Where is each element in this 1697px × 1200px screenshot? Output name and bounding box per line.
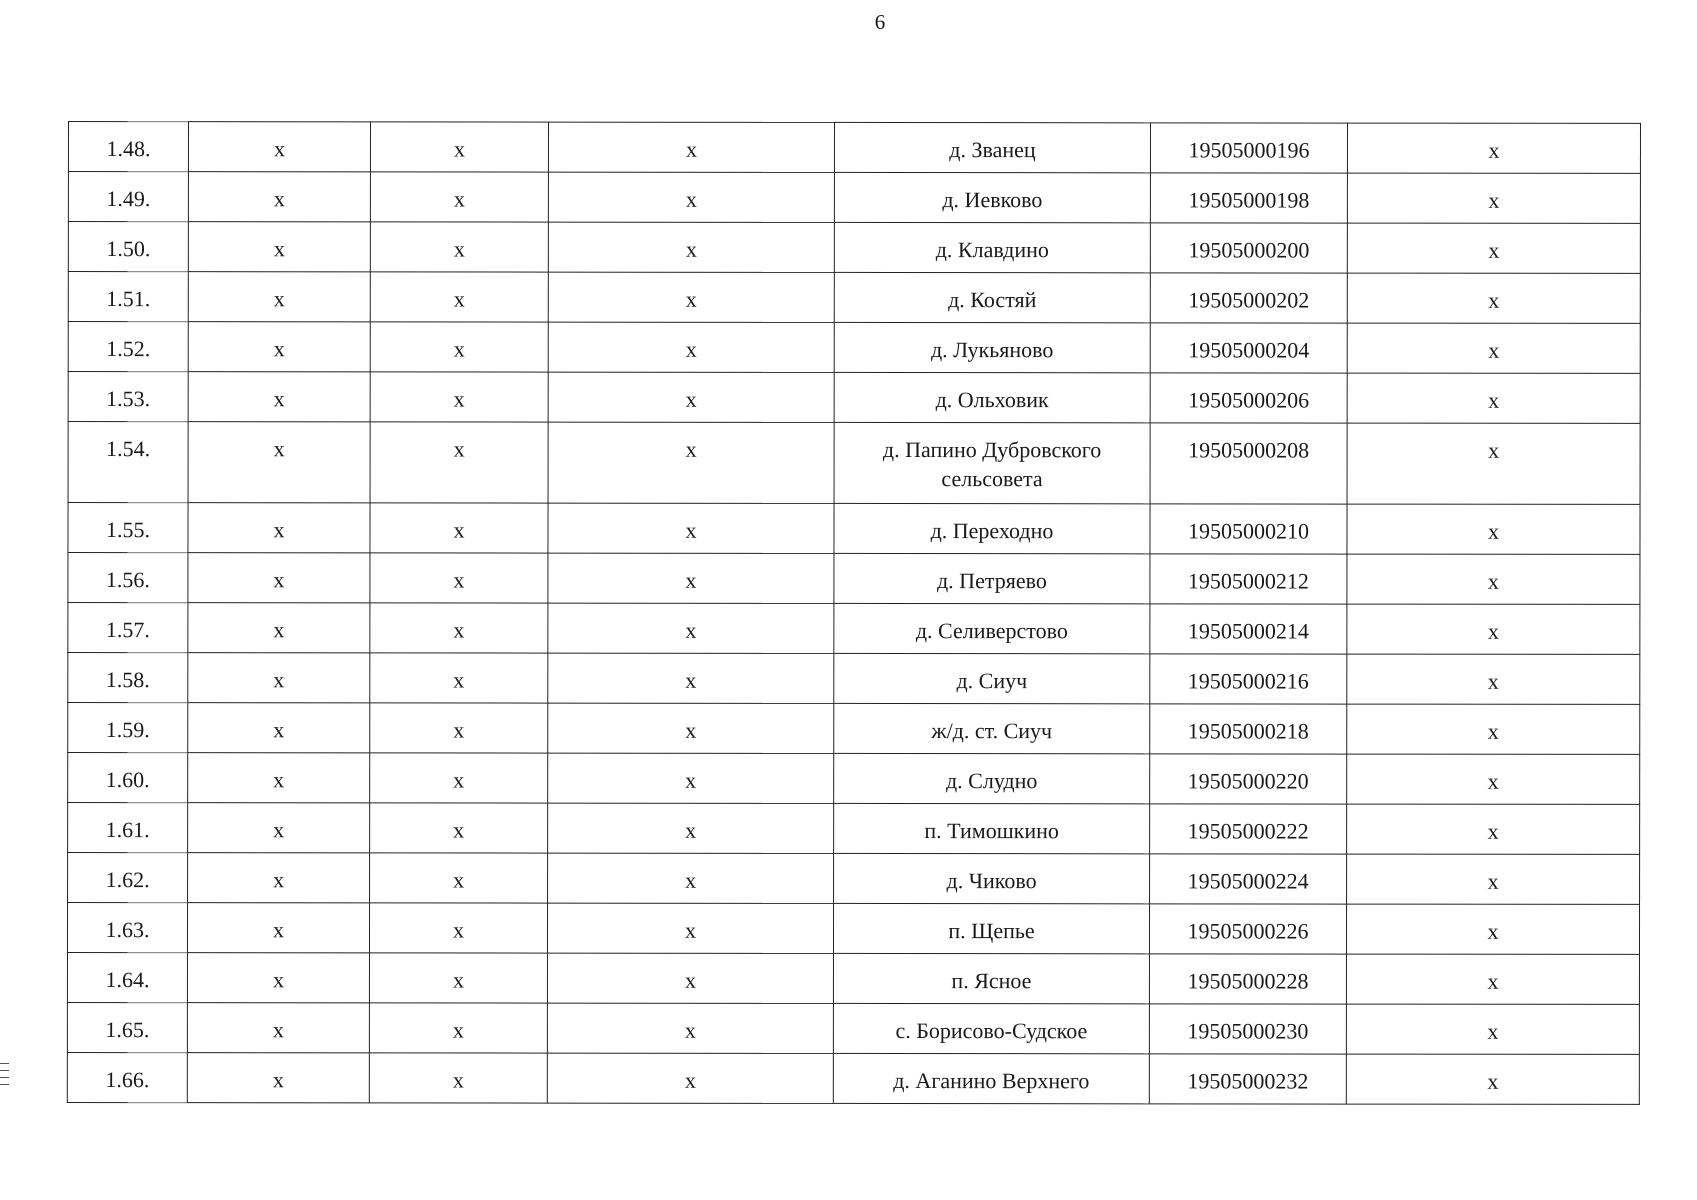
cell-column-3: х xyxy=(369,903,547,953)
cell-column-2: х xyxy=(188,603,370,653)
cell-oktmo-code: 19505000204 xyxy=(1150,323,1347,373)
cell-column-3: х xyxy=(370,703,548,753)
cell-oktmo-code: 19505000200 xyxy=(1150,223,1347,273)
cell-settlement-name: д. Клавдино xyxy=(834,222,1150,272)
cell-item-number: 1.60. xyxy=(68,753,188,803)
cell-item-number: 1.62. xyxy=(68,853,188,903)
cell-item-number: 1.56. xyxy=(68,553,188,603)
cell-column-2: х xyxy=(188,222,370,272)
cell-settlement-name: д. Селиверстово xyxy=(834,603,1150,653)
cell-item-number: 1.64. xyxy=(67,953,187,1003)
cell-column-3: х xyxy=(370,603,548,653)
cell-column-7: х xyxy=(1347,604,1640,654)
cell-settlement-name: д. Петряево xyxy=(834,553,1150,603)
cell-column-7: х xyxy=(1347,704,1640,754)
cell-item-number: 1.57. xyxy=(68,603,188,653)
cell-column-4: х xyxy=(548,322,834,372)
cell-oktmo-code: 19505000214 xyxy=(1150,604,1347,654)
cell-column-3: х xyxy=(370,122,548,172)
cell-oktmo-code: 19505000206 xyxy=(1150,373,1347,423)
table-row xyxy=(68,653,1640,705)
cell-column-4: х xyxy=(548,553,834,603)
cell-column-3: х xyxy=(369,953,547,1003)
cell-column-7: х xyxy=(1347,173,1640,223)
cell-column-4: х xyxy=(548,172,834,222)
cell-oktmo-code: 19505000202 xyxy=(1150,273,1347,323)
cell-column-3: х xyxy=(370,372,548,422)
cell-column-2: х xyxy=(187,903,369,953)
cell-column-3: х xyxy=(369,1053,547,1103)
cell-column-2: х xyxy=(188,753,370,803)
cell-column-2: х xyxy=(188,122,370,172)
table-row xyxy=(67,1052,1639,1104)
cell-column-2: х xyxy=(188,272,370,322)
cell-column-4: х xyxy=(547,1053,833,1103)
cell-settlement-name: д. Сиуч xyxy=(834,653,1150,703)
cell-column-4: х xyxy=(548,222,834,272)
cell-column-7: х xyxy=(1347,373,1640,423)
cell-item-number: 1.59. xyxy=(68,703,188,753)
cell-column-2: х xyxy=(188,703,370,753)
cell-oktmo-code: 19505000230 xyxy=(1149,1004,1346,1054)
cell-column-4: х xyxy=(548,803,834,853)
table-row xyxy=(68,172,1640,224)
cell-oktmo-code: 19505000222 xyxy=(1150,804,1347,854)
cell-column-2: х xyxy=(188,503,370,553)
cell-column-2: х xyxy=(188,803,370,853)
table-row xyxy=(68,553,1640,605)
cell-column-7: х xyxy=(1347,223,1640,273)
cell-item-number: 1.66. xyxy=(67,1052,187,1102)
cell-column-3: х xyxy=(370,853,548,903)
cell-column-4: х xyxy=(548,372,834,422)
cell-settlement-name: д. Званец xyxy=(834,122,1150,172)
cell-oktmo-code: 19505000232 xyxy=(1149,1054,1346,1104)
cell-column-4: х xyxy=(548,603,834,653)
table-row xyxy=(68,422,1640,505)
cell-oktmo-code: 19505000210 xyxy=(1150,504,1347,554)
cell-settlement-name: д. Чиково xyxy=(834,853,1150,903)
table-row xyxy=(67,953,1639,1005)
cell-column-3: х xyxy=(370,422,548,503)
table-row xyxy=(68,372,1640,424)
cell-column-7: х xyxy=(1346,1054,1639,1104)
cell-column-3: х xyxy=(370,503,548,553)
cell-item-number: 1.53. xyxy=(68,372,188,422)
table-row xyxy=(68,603,1640,655)
cell-column-4: х xyxy=(548,272,834,322)
cell-item-number: 1.55. xyxy=(68,503,188,553)
cell-column-3: х xyxy=(370,653,548,703)
cell-column-4: х xyxy=(548,422,834,503)
cell-settlement-name: д. Иевково xyxy=(834,172,1150,222)
cell-oktmo-code: 19505000212 xyxy=(1150,554,1347,604)
table-row xyxy=(68,222,1640,274)
cell-column-4: х xyxy=(548,503,834,553)
cell-oktmo-code: 19505000198 xyxy=(1150,173,1347,223)
cell-column-3: х xyxy=(370,322,548,372)
cell-column-3: х xyxy=(370,172,548,222)
cell-column-7: х xyxy=(1347,804,1640,854)
cell-column-7: х xyxy=(1347,504,1640,554)
registry-table-body xyxy=(67,122,1640,1105)
cell-settlement-name: д. Ольховик xyxy=(834,372,1150,422)
table-row xyxy=(68,122,1640,174)
cell-column-4: х xyxy=(548,653,834,703)
page-number: 6 xyxy=(874,10,886,34)
cell-column-3: х xyxy=(370,803,548,853)
cell-column-7: х xyxy=(1347,654,1640,704)
cell-column-7: х xyxy=(1346,904,1639,954)
cell-column-2: х xyxy=(187,953,369,1003)
cell-column-4: х xyxy=(548,753,834,803)
cell-item-number: 1.63. xyxy=(67,903,187,953)
cell-column-3: х xyxy=(370,272,548,322)
cell-column-2: х xyxy=(187,1053,369,1103)
cell-settlement-name: д. Папино Дубровского сельсовета xyxy=(834,422,1150,503)
cell-item-number: 1.52. xyxy=(68,322,188,372)
cell-settlement-name: ж/д. ст. Сиуч xyxy=(834,703,1150,753)
cell-column-7: х xyxy=(1347,754,1640,804)
settlement-registry-table xyxy=(67,121,1641,1105)
cell-item-number: 1.51. xyxy=(68,272,188,322)
cell-item-number: 1.50. xyxy=(68,222,188,272)
cell-column-7: х xyxy=(1347,323,1640,373)
cell-oktmo-code: 19505000228 xyxy=(1149,954,1346,1004)
cell-settlement-name: д. Костяй xyxy=(834,272,1150,322)
cell-settlement-name: д. Аганино Верхнего xyxy=(833,1053,1149,1103)
cell-item-number: 1.58. xyxy=(68,653,188,703)
cell-column-3: х xyxy=(369,1003,547,1053)
cell-item-number: 1.54. xyxy=(68,422,188,503)
cell-column-2: х xyxy=(188,372,370,422)
cell-column-4: х xyxy=(547,953,833,1003)
cell-item-number: 1.61. xyxy=(68,803,188,853)
cell-settlement-name: п. Ясное xyxy=(833,953,1149,1003)
cell-column-2: х xyxy=(187,1003,369,1053)
cell-item-number: 1.48. xyxy=(68,122,188,172)
table-row xyxy=(68,503,1640,555)
registry-sheet xyxy=(67,121,1641,1105)
cell-settlement-name: п. Щепье xyxy=(833,903,1149,953)
table-row xyxy=(68,272,1640,324)
cell-column-7: х xyxy=(1347,554,1640,604)
cell-column-4: х xyxy=(547,903,833,953)
cell-item-number: 1.49. xyxy=(68,172,188,222)
cell-settlement-name: с. Борисово-Судское xyxy=(833,1003,1149,1053)
cell-item-number: 1.65. xyxy=(67,1002,187,1052)
cell-oktmo-code: 19505000216 xyxy=(1150,654,1347,704)
table-row xyxy=(68,703,1640,755)
cell-column-7: х xyxy=(1347,854,1640,904)
cell-column-2: х xyxy=(188,653,370,703)
cell-column-2: х xyxy=(188,172,370,222)
cell-settlement-name: п. Тимошкино xyxy=(834,803,1150,853)
cell-column-4: х xyxy=(548,122,834,172)
cell-column-2: х xyxy=(188,853,370,903)
cell-settlement-name: д. Слудно xyxy=(834,753,1150,803)
scan-margin-marks xyxy=(0,1063,9,1091)
cell-oktmo-code: 19505000218 xyxy=(1150,704,1347,754)
table-row xyxy=(67,1002,1639,1054)
table-row xyxy=(68,322,1640,374)
cell-column-4: х xyxy=(548,853,834,903)
cell-column-7: х xyxy=(1346,954,1639,1004)
table-row xyxy=(68,753,1640,805)
cell-oktmo-code: 19505000220 xyxy=(1150,754,1347,804)
cell-settlement-name: д. Переходно xyxy=(834,503,1150,553)
cell-column-4: х xyxy=(547,1003,833,1053)
cell-column-7: х xyxy=(1347,273,1640,323)
cell-oktmo-code: 19505000196 xyxy=(1150,123,1347,173)
cell-column-3: х xyxy=(370,753,548,803)
cell-column-2: х xyxy=(188,422,370,503)
table-row xyxy=(68,853,1640,905)
cell-oktmo-code: 19505000208 xyxy=(1150,423,1347,504)
cell-column-7: х xyxy=(1347,423,1640,504)
cell-column-3: х xyxy=(370,222,548,272)
table-row xyxy=(67,903,1639,955)
cell-oktmo-code: 19505000224 xyxy=(1150,854,1347,904)
cell-oktmo-code: 19505000226 xyxy=(1149,904,1346,954)
cell-column-7: х xyxy=(1347,123,1640,173)
cell-column-3: х xyxy=(370,553,548,603)
cell-settlement-name: д. Лукьяново xyxy=(834,322,1150,372)
cell-column-2: х xyxy=(188,322,370,372)
cell-column-7: х xyxy=(1346,1004,1639,1054)
table-row xyxy=(68,803,1640,855)
cell-column-4: х xyxy=(548,703,834,753)
cell-column-2: х xyxy=(188,553,370,603)
